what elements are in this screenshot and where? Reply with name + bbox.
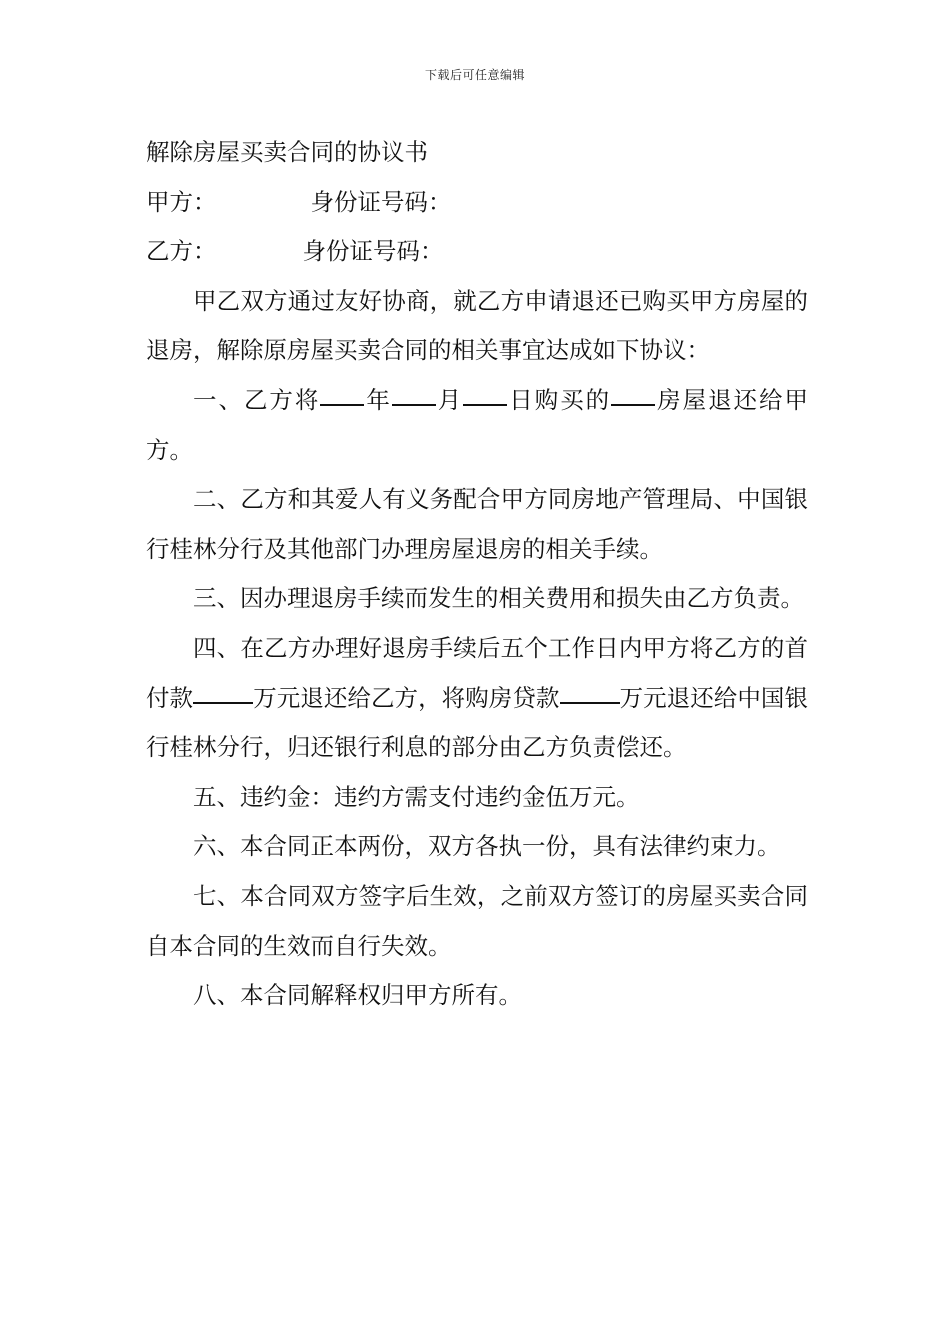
document-body: [146, 128, 808, 1021]
clause-7: 七、本合同双方签字后生效，之前双方签订的房屋买卖合同自本合同的生效而自行失效。: [146, 881, 808, 960]
blank-loan-amount: [560, 677, 620, 704]
party-b-line: [146, 227, 808, 277]
clause-4: 四、在乙方办理好退房手续后五个工作日内甲方将乙方的首付款 万元退还给乙方，将购房贷款 万元退还给中国银行桂林分行，归还银行利息的部分由乙方负责偿还。: [146, 633, 808, 762]
header-note: 下载后可任意编辑: [424, 68, 525, 82]
blank-day: [463, 379, 507, 406]
party-a-id-label: 身份证号码：: [310, 187, 452, 216]
party-a-label: 甲方：: [146, 187, 217, 216]
blank-down-payment: [193, 677, 253, 704]
blank-property: [611, 379, 655, 406]
party-b-label: 乙方：: [146, 237, 217, 266]
blank-month: [392, 379, 436, 406]
intro-paragraph: 甲乙双方通过友好协商，就乙方申请退还已购买甲方房屋的退房，解除原房屋买卖合同的相关事宜达成如下协议：: [146, 286, 808, 365]
blank-year: [320, 379, 364, 406]
party-b-id-label: 身份证号码：: [302, 237, 444, 266]
clause-2: 二、乙方和其爱人有义务配合甲方同房地产管理局、中国银行桂林分行及其他部门办理房屋退房的相关手续。: [146, 485, 808, 563]
clause-6: 六、本合同正本两份，双方各执一份，具有法律约束力。: [193, 832, 781, 861]
clause-1: 一、乙方将 年 月 日购买的 房屋退还给甲方。: [146, 376, 808, 475]
document-title: 解除房屋买卖合同的协议书: [146, 138, 428, 166]
clause-5: 五、违约金：违约方需支付违约金伍万元。: [193, 782, 640, 811]
clause-8: 八、本合同解释权归甲方所有。: [193, 981, 522, 1010]
clause-3: 三、因办理退房手续而发生的相关费用和损失由乙方负责。: [193, 584, 804, 613]
party-a-line: [146, 178, 808, 228]
